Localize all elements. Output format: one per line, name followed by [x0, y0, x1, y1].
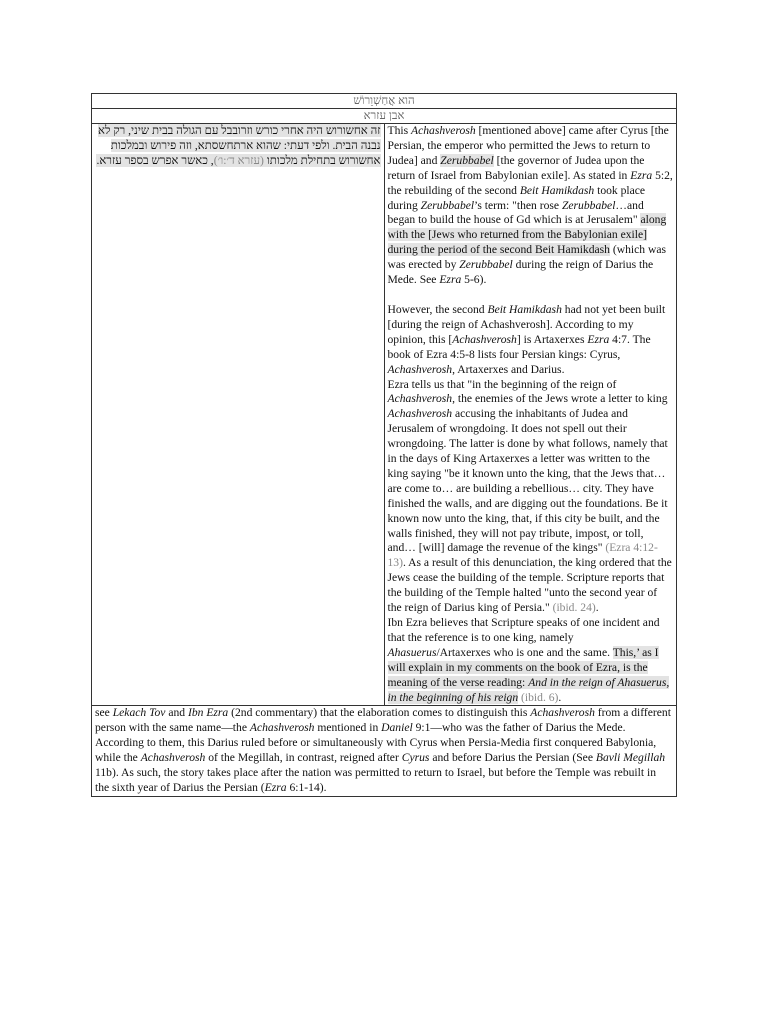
text-run: However, the second	[387, 302, 488, 316]
italic-term: Zerubbabel	[459, 258, 513, 272]
text-run: and	[165, 706, 188, 720]
italic-term: Ibn Ezra	[187, 706, 229, 720]
hebrew-source-ref: (עזרא ד׳:ו׳)	[213, 153, 264, 167]
english-paragraph-4	[388, 616, 674, 705]
italic-term: Achashverosh	[249, 721, 315, 735]
paragraph-spacer	[388, 288, 674, 303]
text-run: ] is Artaxerxes	[516, 332, 588, 346]
text-run: (2nd commentary) that the elaboration comes to distinguish this	[228, 706, 531, 720]
italic-term: Daniel	[381, 721, 413, 735]
text-run: had not yet been built [during the reign of Achashverosh]. According to my opinion, this [	[387, 302, 666, 346]
italic-term: Achashverosh	[387, 392, 453, 406]
text-run: took place during	[387, 183, 646, 212]
text-run: mentioned in	[314, 721, 382, 735]
italic-term: Beit Hamikdash	[519, 183, 595, 197]
source-ref: (Ezra 4:12-13)	[387, 541, 658, 570]
italic-term: Ezra	[264, 780, 287, 794]
text-run: 11b). As such, the story takes place after the nation was permitted to return to Israel, but before the Temple was rebuilt in the sixth year of Darius the Persian (	[95, 766, 656, 794]
text-run: [the governor of Judea upon the return of Israel from Babylonian exile]. As stated in	[387, 153, 645, 182]
text-run: ’s term: "then rose	[474, 198, 562, 212]
italic-term: Achashverosh	[140, 751, 206, 765]
italic-term: Zerubbabel	[561, 198, 616, 212]
italic-term: Lekach Tov	[112, 706, 166, 720]
text-run: along with the [Jews who returned from the Babylonian exile] during the period of the second Beit Hamikdash	[387, 213, 667, 257]
verse-row	[92, 94, 677, 109]
english-translation-cell	[384, 124, 677, 706]
text-run: during the reign of Darius the Mede. See	[387, 258, 654, 287]
text-run: as I will explain in my comments on the book of Ezra, is the meaning of the verse reading:	[387, 645, 659, 689]
italic-term: Ezra	[630, 168, 653, 182]
commentator-row	[92, 109, 677, 124]
italic-term: Ezra	[439, 273, 462, 287]
text-run: …and began to build the house of Gd which is at Jerusalem"	[387, 198, 644, 227]
italic-term: Ezra	[587, 332, 610, 346]
italic-term: Zerubbabel	[440, 153, 494, 167]
footnote-cell	[92, 706, 677, 796]
commentary-table	[91, 93, 677, 797]
text-run: (which was was erected by	[387, 243, 667, 272]
commentary-row	[92, 124, 677, 706]
italic-term: Achashverosh	[530, 706, 595, 720]
hebrew-commentary-cell	[92, 124, 385, 706]
text-run: 5:2, the rebuilding of the second	[387, 168, 673, 197]
text-run: of the Megillah, in contrast, reigned after	[205, 751, 402, 765]
italic-term: Achashverosh	[411, 124, 476, 137]
text-run: .	[595, 601, 599, 615]
text-run: 4:7. The book of Ezra 4:5-8 lists four Persian kings: Cyrus,	[387, 332, 651, 361]
text-run: . As a result of this denunciation, the king ordered that the Jews cease the building of the temple. Scripture reports that the building of the Temple halted "unto the second year of the reign of Darius king of Persia."	[387, 556, 672, 615]
italic-term: Achashverosh	[387, 407, 453, 421]
hebrew-text-part-1: זה אחשורוש היה אחרי כורש וזרובבל עם הגולה בבית שיני, רק לא נבנה הבית. ולפי דעתי: שהוא ארתחשסתא, וזה פירוש ובמלכות אחשורוש בתחילת מלכותו	[98, 124, 381, 167]
text-run: , Artaxerxes and Darius.	[452, 362, 565, 376]
italic-term: Ahasuerus	[387, 645, 437, 659]
text-run: [mentioned above] came after Cyrus [the Persian, the emperor who permitted the Jews to return to Judea] and	[387, 124, 669, 167]
text-run: ’	[636, 645, 640, 659]
text-run: see	[95, 706, 113, 720]
commentator-heading: אבן עזרא	[92, 109, 677, 124]
hebrew-commentary-text	[96, 124, 380, 167]
source-ref: (ibid. 24)	[552, 601, 596, 615]
italic-term: Cyrus	[401, 751, 430, 765]
verse-heading: הוא אֲחַשְׁוֵרוֹשׁ	[92, 94, 677, 109]
text-run: /Artaxerxes who is one and the same.	[436, 645, 613, 659]
text-run: Ezra tells us that "in the beginning of the reign of	[387, 377, 617, 391]
text-run: This,	[612, 645, 637, 659]
english-paragraph-1	[388, 124, 674, 288]
italic-term: Achashverosh	[387, 362, 453, 376]
italic-term: Bavli Megillah	[595, 751, 666, 765]
text-run: .	[558, 690, 562, 704]
footnote-row	[92, 706, 677, 796]
text-run: 5-6).	[461, 273, 487, 287]
italic-term: And in the reign of Ahasuerus, in the beginning of his reign	[387, 675, 670, 704]
source-ref: (ibid. 6)	[521, 690, 559, 704]
italic-term: Beit Hamikdash	[487, 302, 562, 316]
italic-term: Zerubbabel	[420, 198, 475, 212]
text-run: 6:1-14).	[286, 780, 327, 794]
text-run: Ibn Ezra believes that Scripture speaks of one incident and that the reference is to one king, namely	[387, 616, 660, 644]
text-run: 9:1—who was the father of Darius the Mede. According to them, this Darius ruled before or simultaneously with Cyrus when Persia-Media first conquered Babylonia, while the	[95, 721, 657, 765]
text-run: , the enemies of the Jews wrote a letter to king	[452, 392, 668, 406]
text-run: and before Darius the Persian (See	[429, 751, 596, 765]
text-run: This	[387, 124, 412, 137]
english-paragraph-2	[388, 303, 674, 378]
text-run: from a different person with the same name—the	[95, 706, 671, 735]
italic-term: Achashverosh	[452, 332, 517, 346]
english-paragraph-3	[388, 378, 674, 617]
hebrew-text-part-2: , כאשר אפרש בספר עזרא.	[96, 153, 214, 167]
text-run: accusing the inhabitants of Judea and Jerusalem of wrongdoing. It does not spell out their wrongdoing. The latter is done by what follows, namely that in the days of King Artaxerxes a letter was written to the king saying "be it known unto the king, that the Jews that… are come to… are building a rebellious… city. They have finished the walls, and are digging out the foundations. Be it known now unto the king, that, if this city be built, and the walls finished, they will not pay tribute, impost, or toll, and… [will] damage the revenue of the kings"	[387, 407, 668, 555]
